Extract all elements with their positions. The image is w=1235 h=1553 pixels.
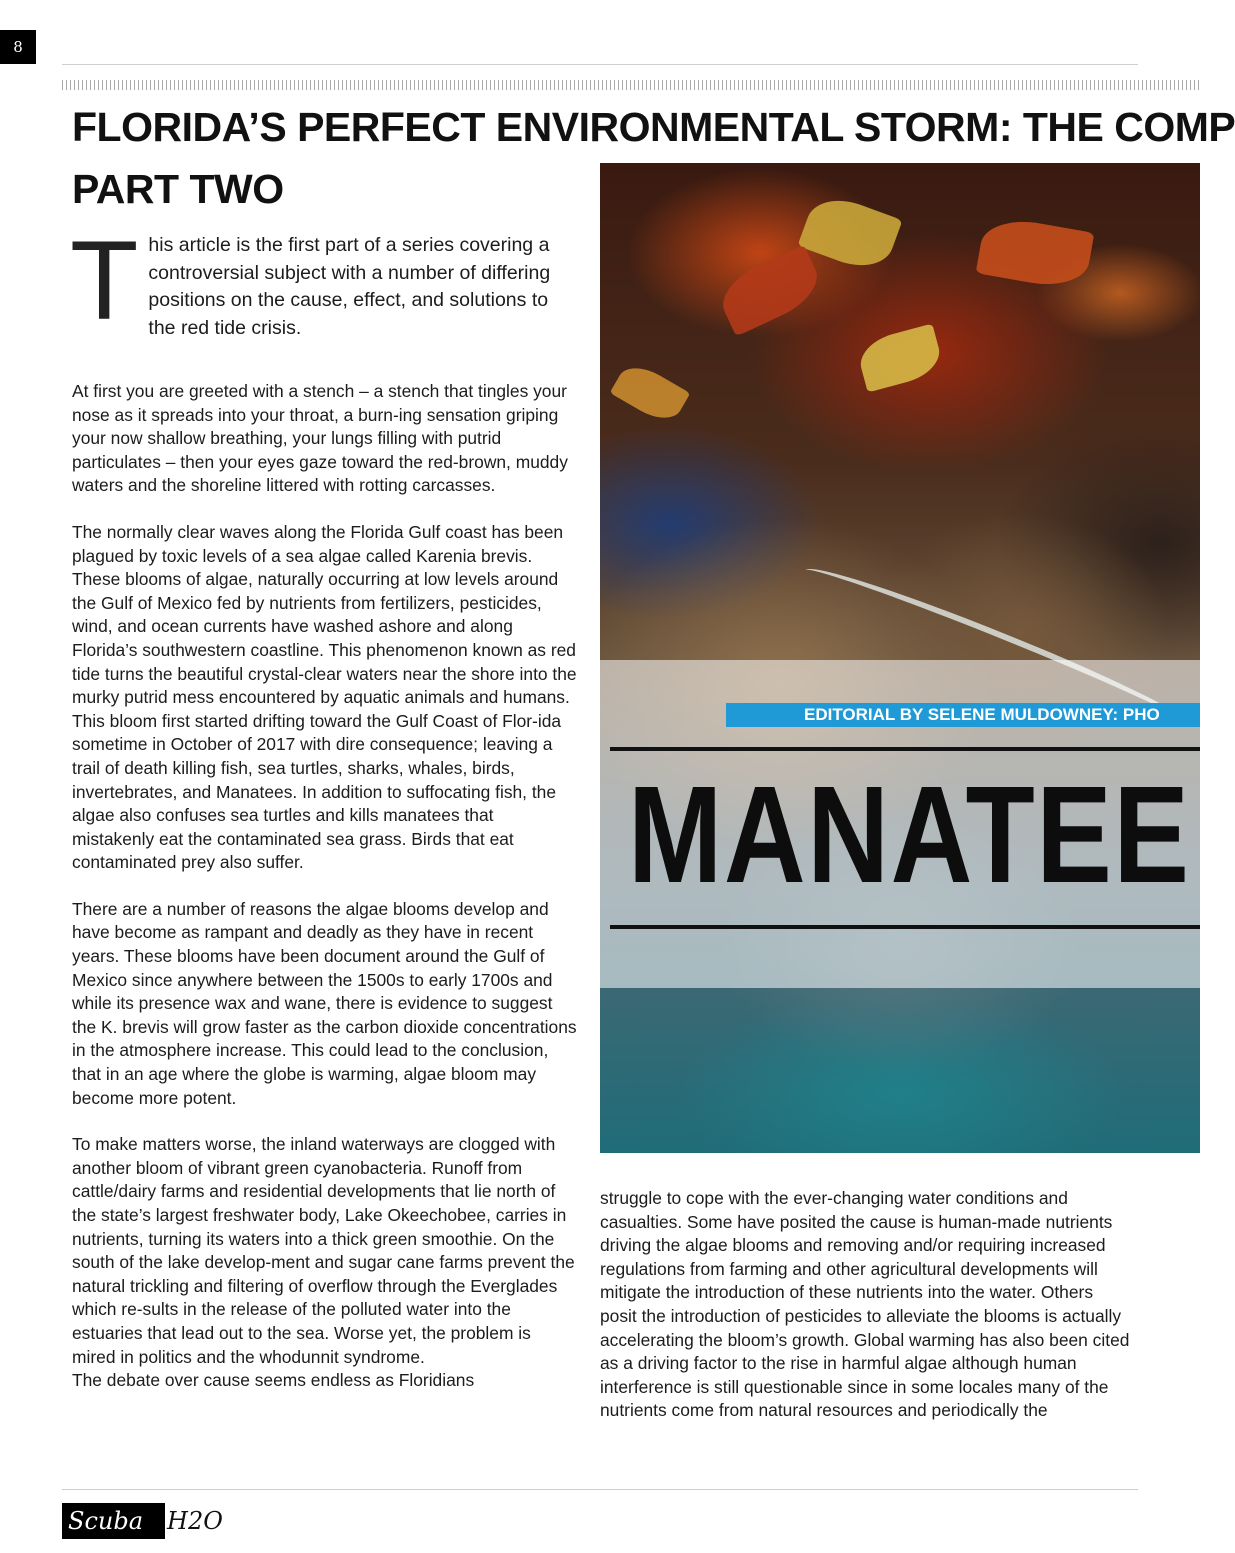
title-rule-bottom (610, 925, 1200, 929)
leaf-shape (713, 244, 827, 336)
intro-text: his article is the first part of a series covering a controversial subject with a number of differing positions on the cause, effect, and solutions to the red tide crisis. (148, 234, 551, 339)
leaf-shape (797, 189, 902, 276)
page-number: 8 (0, 30, 36, 64)
hatch-rule (62, 80, 1200, 90)
byline-banner: EDITORIAL BY SELENE MULDOWNEY: PHO (726, 703, 1200, 727)
leaf-shape (976, 214, 1095, 292)
magazine-logo (62, 1503, 223, 1539)
body-paragraph: The normally clear waves along the Florida Gulf coast has been plagued by toxic levels of a sea algae called Karenia brevis. These blooms of algae, naturally occurring at low levels around the Gulf of Mexico fed by nutrients from fertilizers, pesticides, wind, and ocean currents have washed ashore and along Florida’s southwestern coastline. This phenomenon known as red tide turns the beautiful crystal-clear waters near the shore into the murky putrid mess encountered by aquatic animals and humans. This bloom first started drifting toward the Gulf Coast of Flor-ida sometime in October of 2017 with dire consequence; leaving a trail of death killing fish, sea turtles, sharks, whales, birds, invertebrates, and Manatees. In addition to suffocating fish, the algae also confuses sea turtles and kills manatees that mistakenly eat the contaminated sea grass. Birds that eat contaminated prey also suffer. (72, 521, 577, 873)
manatee-photo (600, 163, 1200, 1153)
logo-h2o: H2O (167, 1507, 223, 1535)
article-column-left (70, 218, 578, 1416)
leaf-shape (610, 358, 691, 428)
top-divider (62, 64, 1138, 65)
feature-title: MANATEE (628, 758, 1191, 912)
body-paragraph: At first you are greeted with a stench – a stench that tingles your nose as it spreads into your throat, a burn-ing sensation griping your now shallow breathing, your lungs filling with putrid particulates – then your eyes gaze toward the red-brown, muddy waters and the shoreline littered with rotting carcasses. (72, 381, 568, 496)
intro-paragraph (70, 218, 578, 343)
leaf-shape (855, 323, 945, 392)
headline-line-2: PART TWO (72, 166, 284, 212)
logo-scuba: Scuba (62, 1503, 165, 1539)
bottom-divider (62, 1489, 1138, 1490)
body-paragraph: To make matters worse, the inland waterways are clogged with another bloom of vibrant green cyanobacteria. Runoff from cattle/dairy farms and residential developments that lie north of the state’s largest freshwater body, Lake Okeechobee, carries in nutrients, turning its waters into a thick green smoothie. On the south of the lake develop-ment and sugar cane farms prevent the natural trickling and filtering of overflow through the Everglades which re-sults in the release of the polluted water into the estuaries that lead out to the sea. Worse yet, the problem is mired in politics and the whodunnit syndrome. The debate over cause seems endless as Floridians (72, 1134, 575, 1391)
body-paragraph: struggle to cope with the ever-changing water conditions and casualties. Some have posited the cause is human-made nutrients driving the algae blooms and removing and/or requiring increased regulations from farming and other agricultural developments will mitigate the introduction of these nutrients into the water. Others posit the introduction of pesticides to alleviate the blooms is actually accelerating the bloom’s growth. Global warming has also been cited as a driving factor to the rise in harmful algae although human interference is still questionable since in some locales many of the nutrients come from natural resources and periodically the (600, 1188, 1130, 1421)
headline-line-1: FLORIDA’S PERFECT ENVIRONMENTAL STORM: THE COMP (72, 104, 1235, 150)
article-column-right (600, 1187, 1130, 1446)
drop-cap: T (70, 218, 139, 343)
body-paragraph: There are a number of reasons the algae blooms develop and have become as rampant and deadly as they have in recent years. These blooms have been document around the Gulf of Mexico since anywhere between the 1500s to early 1700s and while its presence wax and wane, there is evidence to suggest the K. brevis will grow faster as the carbon dioxide concentrations in the atmosphere increase. This could lead to the conclusion, that in an age where the globe is warming, algae bloom may become more potent. (72, 898, 577, 1108)
